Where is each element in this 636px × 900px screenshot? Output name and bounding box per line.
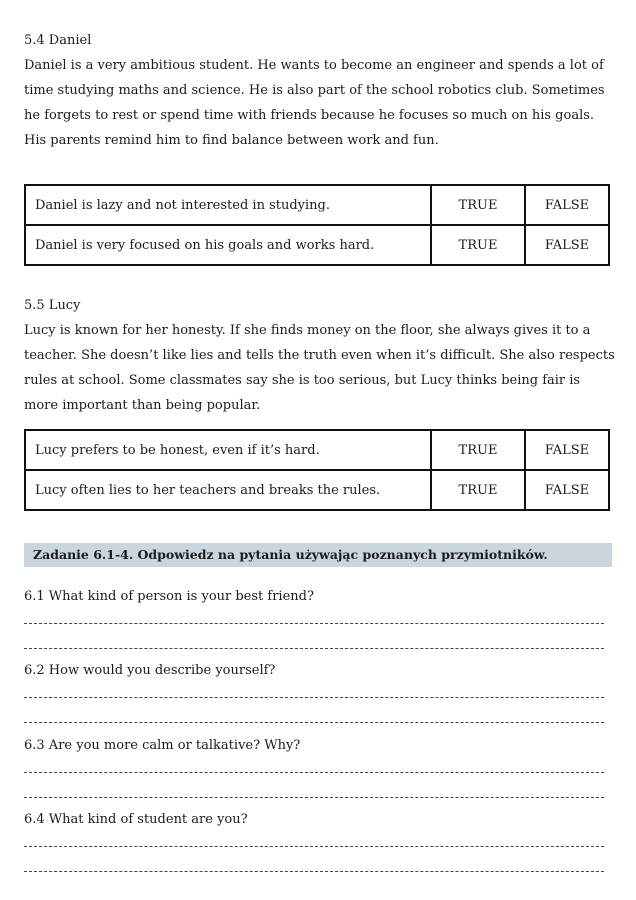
question-6-4: 6.4 What kind of student are you?: [24, 812, 248, 827]
table-row: [25, 470, 609, 510]
true-option[interactable]: TRUE: [431, 470, 525, 510]
false-option[interactable]: FALSE: [525, 470, 609, 510]
section-heading-daniel: 5.4 Daniel: [24, 33, 92, 48]
false-option[interactable]: FALSE: [525, 225, 609, 265]
answer-line[interactable]: [24, 772, 604, 773]
section-heading-lucy: 5.5 Lucy: [24, 298, 81, 313]
answer-line[interactable]: [24, 648, 604, 649]
statement: Lucy prefers to be honest, even if it’s hard.: [25, 430, 431, 470]
true-option[interactable]: TRUE: [431, 225, 525, 265]
answer-line[interactable]: [24, 846, 604, 847]
answer-line[interactable]: [24, 623, 604, 624]
statement: Daniel is lazy and not interested in studying.: [25, 185, 431, 225]
statement: Lucy often lies to her teachers and breaks the rules.: [25, 470, 431, 510]
table-row: [25, 430, 609, 470]
answer-line[interactable]: [24, 722, 604, 723]
answer-line[interactable]: [24, 697, 604, 698]
false-option[interactable]: FALSE: [525, 185, 609, 225]
passage-lucy: Lucy is known for her honesty. If she finds money on the floor, she always gives it to a teacher. She doesn’t like lies and tells the truth even when it’s difficult. She also respects rules at school. Some classmates say she is too serious, but Lucy thinks being fair is more important than being popular.: [24, 323, 615, 413]
answer-line[interactable]: [24, 797, 604, 798]
true-option[interactable]: TRUE: [431, 185, 525, 225]
true-false-table-daniel: [24, 184, 610, 266]
table-row: [25, 185, 609, 225]
question-6-1: 6.1 What kind of person is your best friend?: [24, 589, 314, 604]
table-row: [25, 225, 609, 265]
true-option[interactable]: TRUE: [431, 430, 525, 470]
true-false-table-lucy: [24, 429, 610, 511]
question-6-2: 6.2 How would you describe yourself?: [24, 663, 276, 678]
false-option[interactable]: FALSE: [525, 430, 609, 470]
task-title-banner: Zadanie 6.1-4. Odpowiedz na pytania używając poznanych przymiotników.: [24, 543, 612, 567]
question-6-3: 6.3 Are you more calm or talkative? Why?: [24, 738, 301, 753]
answer-line[interactable]: [24, 871, 604, 872]
passage-daniel: Daniel is a very ambitious student. He wants to become an engineer and spends a lot of time studying maths and science. He is also part of the school robotics club. Sometimes he forgets to rest or spend time with friends because he focuses so much on his goals. His parents remind him to find balance between work and fun.: [24, 58, 605, 148]
statement: Daniel is very focused on his goals and works hard.: [25, 225, 431, 265]
